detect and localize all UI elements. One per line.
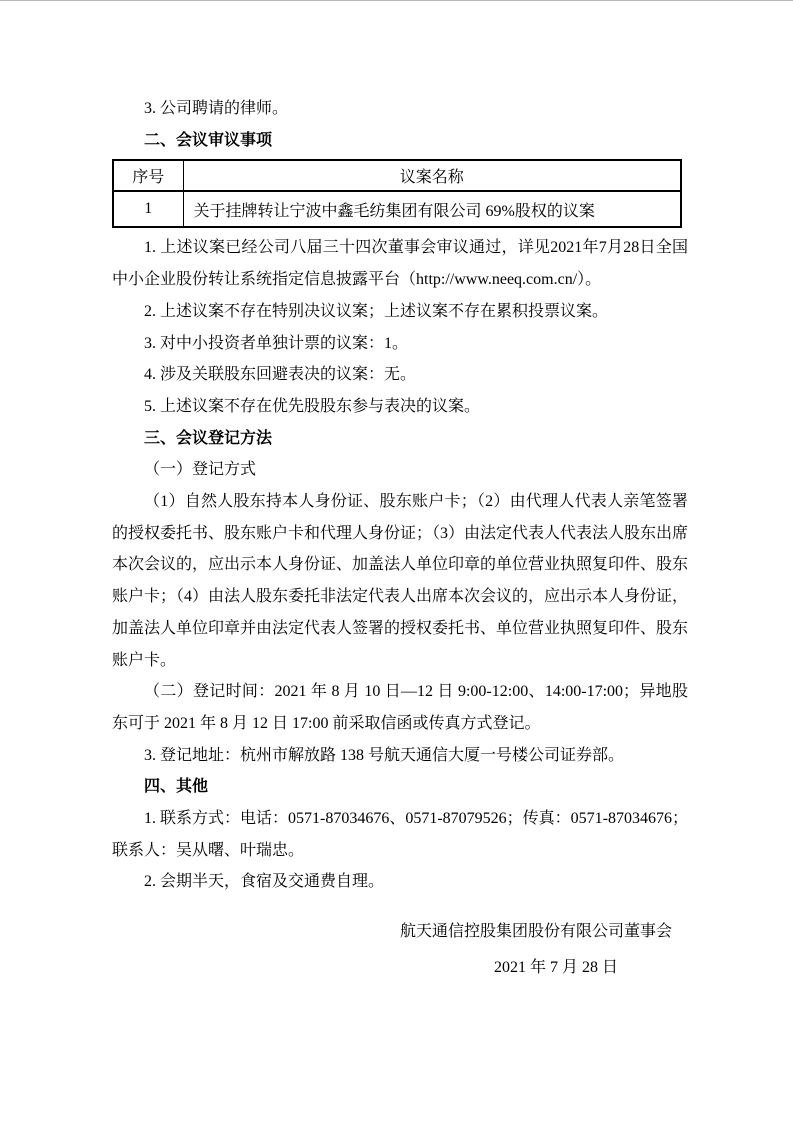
table-header-row [113, 160, 681, 191]
proposal-number: 1 [113, 191, 183, 227]
meeting-duration: 2. 会期半天，食宿及交通费自理。 [144, 873, 385, 891]
registration-method-label: （一）登记方式 [144, 461, 257, 479]
review-item-5: 5. 上述议案不存在优先股股东参与表决的议案。 [144, 397, 481, 415]
contact-info: 1. 联系方式：电话：0571-87034676、0571-87079526；传真：0571-87034676；联系人：吴从曙、叶瑞忠。 [112, 810, 688, 859]
signature-date: 2021 年 7 月 28 日 [493, 959, 618, 977]
proposal-table [112, 159, 682, 228]
review-item-4: 4. 涉及关联股东回避表决的议案：无。 [144, 366, 417, 384]
table-header-name: 议案名称 [183, 160, 681, 191]
section-other-heading: 四、其他 [144, 778, 209, 796]
table-header-no: 序号 [113, 160, 183, 191]
signature-company: 航天通信控股集团股份有限公司董事会 [399, 923, 672, 941]
registration-time: （二）登记时间：2021 年 8 月 10 日—12 日 9:00-12:00、14:00-17:00；异地股东可于 2021 年 8 月 12 日 17:00 前采取信函或传真方式登记。 [112, 683, 688, 732]
review-item-2: 2. 上述议案不存在特别决议议案；上述议案不存在累积投票议案。 [144, 302, 609, 320]
registration-address: 3. 登记地址：杭州市解放路 138 号航天通信大厦一号楼公司证券部。 [144, 746, 625, 764]
signature-block [112, 914, 688, 986]
proposal-name: 关于挂牌转让宁波中鑫毛纺集团有限公司 69%股权的议案 [183, 191, 681, 227]
table-row [113, 191, 681, 227]
review-item-1: 1. 上述议案已经公司八届三十四次董事会审议通过，详见2021年7月28日全国中小企业股份转让系统指定信息披露平台（http://www.neeq.com.cn/）。 [112, 239, 688, 289]
review-item-3: 3. 对中小投资者单独计票的议案：1。 [144, 334, 409, 352]
section-review-heading: 二、会议审议事项 [144, 131, 273, 149]
registration-method-detail: （1）自然人股东持本人身份证、股东账户卡；（2）由代理人代表人亲笔签署的授权委托书、股东账户卡和代理人身份证；（3）由法定代表人代表法人股东出席本次会议的，应出示本人身份证、加盖法人单位印章的单位营业执照复印件、股东账户卡；（4）由法人股东委托非法定代表人出席本次会议的，应出示本人身份证，加盖法人单位印章并由法定代表人签署的授权委托书、单位营业执照复印件、股东账户卡。 [112, 493, 689, 669]
lawyer-item: 3. 公司聘请的律师。 [144, 100, 289, 117]
section-registration-heading: 三、会议登记方法 [144, 429, 273, 447]
